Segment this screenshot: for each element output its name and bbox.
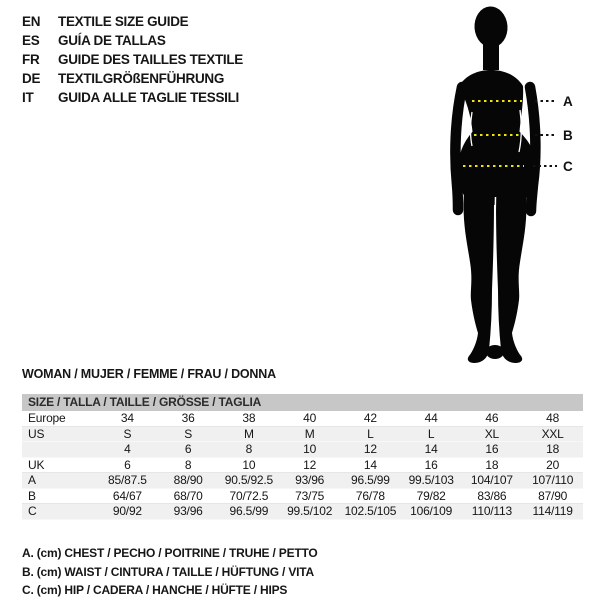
language-row — [22, 31, 243, 50]
size-value: 34 — [120, 411, 134, 426]
size-value: 87/90 — [538, 488, 568, 503]
size-value: 76/78 — [355, 488, 385, 503]
table-row — [22, 473, 583, 489]
language-row — [22, 50, 243, 69]
size-value: 102.5/105 — [344, 504, 397, 519]
size-value: 4 — [124, 442, 131, 457]
marker-label-c: C — [563, 159, 573, 174]
size-value: 93/96 — [295, 473, 325, 488]
row-label: Europe — [28, 411, 66, 426]
language-code: IT — [22, 90, 34, 105]
size-value: XXL — [541, 426, 564, 441]
size-value: 106/109 — [410, 504, 453, 519]
size-value: 38 — [242, 411, 256, 426]
size-value: 8 — [184, 457, 192, 472]
size-value: 20 — [546, 457, 560, 472]
size-value: 6 — [124, 457, 131, 472]
language-row — [22, 12, 243, 31]
language-title: GUIDA ALLE TAGLIE TESSILI — [58, 90, 239, 105]
marker-label-a: A — [563, 94, 573, 109]
size-value: 48 — [546, 411, 560, 426]
legend-hip: C. (cm) HIP / CADERA / HANCHE / HÜFTE / HIPS — [22, 583, 288, 597]
language-title: GUIDE DES TAILLES TEXTILE — [58, 52, 244, 67]
row-label: B — [28, 488, 36, 503]
language-code: ES — [22, 33, 40, 48]
size-value: 83/86 — [477, 488, 507, 503]
size-value: 42 — [363, 411, 377, 426]
row-label: UK — [28, 457, 45, 472]
row-label: A — [28, 473, 36, 488]
size-value: 16 — [424, 457, 438, 472]
legend-waist: B. (cm) WAIST / CINTURA / TAILLE / HÜFTUNG / VITA — [22, 564, 314, 579]
size-value: 12 — [363, 442, 377, 457]
size-value: 114/119 — [532, 504, 573, 519]
size-value: M — [304, 426, 315, 441]
section-title-woman: WOMAN / MUJER / FEMME / FRAU / DONNA — [22, 367, 276, 381]
language-row — [22, 88, 243, 107]
size-value: 68/70 — [173, 488, 203, 503]
measurement-figure — [430, 0, 600, 370]
size-value: 6 — [184, 442, 192, 457]
size-value: XL — [484, 426, 500, 441]
size-table-body — [22, 411, 583, 520]
table-row — [22, 411, 583, 427]
language-title: TEXTILE SIZE GUIDE — [58, 14, 189, 29]
size-value: S — [184, 426, 193, 441]
marker-label-b: B — [563, 128, 573, 143]
size-value: 36 — [181, 411, 195, 426]
table-row — [22, 489, 583, 505]
size-value: 88/90 — [173, 473, 203, 488]
size-value: M — [243, 426, 254, 441]
language-row — [22, 69, 243, 88]
size-value: 110/113 — [471, 504, 512, 519]
size-value: 99.5/102 — [287, 504, 333, 519]
size-value: S — [123, 426, 132, 441]
size-value: 96.5/99 — [229, 504, 269, 519]
size-value: 14 — [424, 442, 438, 457]
row-label: US — [28, 426, 45, 441]
size-value: 79/82 — [416, 488, 446, 503]
language-title: TEXTILGRÖßENFÜHRUNG — [58, 71, 225, 86]
size-value: L — [427, 426, 435, 441]
size-value: 85/87.5 — [108, 473, 147, 488]
size-value: 104/107 — [470, 473, 513, 488]
size-value: 107/110 — [532, 473, 574, 488]
size-value: 46 — [485, 411, 499, 426]
size-value: 18 — [485, 457, 499, 472]
size-value: 16 — [485, 442, 499, 457]
size-table-header: SIZE / TALLA / TAILLE / GRÖSSE / TAGLIA — [22, 394, 583, 411]
size-value: 73/75 — [295, 488, 325, 503]
measurement-legend — [22, 544, 318, 600]
woman-silhouette — [430, 0, 600, 370]
size-value: 99.5/103 — [408, 473, 454, 488]
size-value: 10 — [242, 457, 256, 472]
size-value: 10 — [303, 442, 317, 457]
size-value: 14 — [363, 457, 377, 472]
size-value: 64/67 — [112, 488, 142, 503]
size-value: 90.5/92.5 — [224, 473, 273, 488]
size-value: 70/72.5 — [229, 488, 269, 503]
size-value: 12 — [303, 457, 317, 472]
row-label: C — [28, 504, 37, 519]
language-code: EN — [22, 14, 41, 29]
language-title: GUÍA DE TALLAS — [58, 33, 166, 48]
size-value: 8 — [245, 442, 253, 457]
size-table — [22, 394, 583, 520]
language-list — [22, 12, 243, 107]
size-value: 93/96 — [173, 504, 203, 519]
table-row — [22, 504, 583, 520]
table-row — [22, 442, 583, 458]
language-code: DE — [22, 71, 41, 86]
size-value: 96.5/99 — [351, 473, 390, 488]
legend-chest: A. (cm) CHEST / PECHO / POITRINE / TRUHE / PETTO — [22, 546, 318, 560]
table-row — [22, 427, 583, 443]
size-value: 18 — [546, 442, 560, 457]
size-value: 40 — [303, 411, 317, 426]
size-value: 44 — [424, 411, 438, 426]
language-code: FR — [22, 52, 40, 67]
table-row — [22, 458, 583, 474]
size-value: L — [367, 426, 374, 441]
size-value: 90/92 — [112, 504, 142, 519]
